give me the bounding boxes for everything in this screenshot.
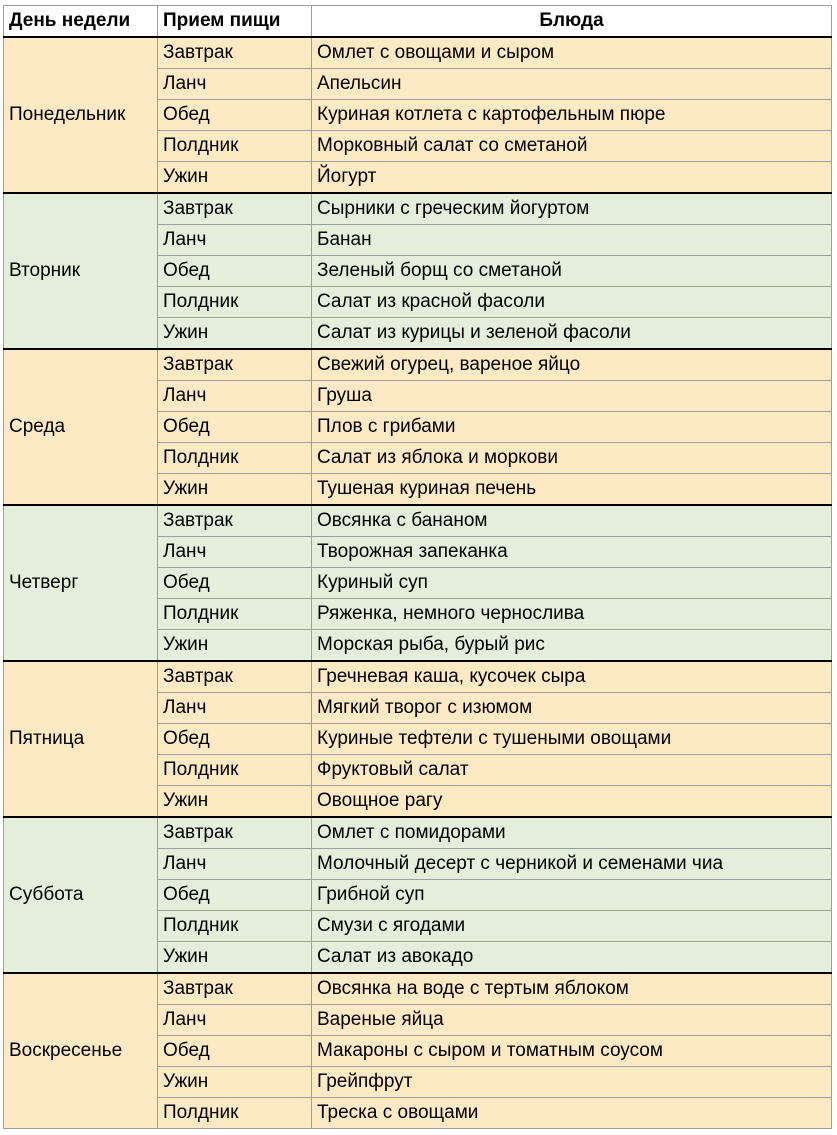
meal-cell: Завтрак	[158, 973, 312, 1005]
dish-cell: Вареные яйца	[312, 1005, 832, 1036]
dish-cell: Фруктовый салат	[312, 755, 832, 786]
meal-cell: Ужин	[158, 1067, 312, 1098]
day-cell: Вторник	[4, 193, 158, 349]
dish-cell: Смузи с ягодами	[312, 911, 832, 942]
dish-cell: Салат из курицы и зеленой фасоли	[312, 318, 832, 350]
meal-cell: Ланч	[158, 537, 312, 568]
meal-cell: Полдник	[158, 755, 312, 786]
table-row	[4, 817, 832, 849]
meal-cell: Завтрак	[158, 661, 312, 693]
meal-cell: Ланч	[158, 225, 312, 256]
meal-plan-table	[3, 5, 832, 1129]
dish-cell: Салат из красной фасоли	[312, 287, 832, 318]
meal-cell: Полдник	[158, 287, 312, 318]
meal-cell: Завтрак	[158, 817, 312, 849]
dish-cell: Йогурт	[312, 162, 832, 194]
meal-cell: Ланч	[158, 381, 312, 412]
meal-cell: Ланч	[158, 69, 312, 100]
day-cell: Среда	[4, 349, 158, 505]
meal-cell: Завтрак	[158, 505, 312, 537]
dish-cell: Салат из авокадо	[312, 942, 832, 974]
day-cell: Пятница	[4, 661, 158, 817]
dish-cell: Ряженка, немного чернослива	[312, 599, 832, 630]
dish-cell: Зеленый борщ со сметаной	[312, 256, 832, 287]
dish-cell: Плов с грибами	[312, 412, 832, 443]
dish-cell: Треска с овощами	[312, 1098, 832, 1129]
day-cell: Суббота	[4, 817, 158, 973]
meal-cell: Обед	[158, 1036, 312, 1067]
dish-cell: Гречневая каша, кусочек сыра	[312, 661, 832, 693]
meal-cell: Ланч	[158, 1005, 312, 1036]
dish-cell: Сырники с греческим йогуртом	[312, 193, 832, 225]
table-body	[4, 37, 832, 1129]
dish-cell: Свежий огурец, вареное яйцо	[312, 349, 832, 381]
dish-cell: Морская рыба, бурый рис	[312, 630, 832, 662]
meal-cell: Ужин	[158, 162, 312, 194]
dish-cell: Морковный салат со сметаной	[312, 131, 832, 162]
dish-cell: Макароны с сыром и томатным соусом	[312, 1036, 832, 1067]
meal-cell: Обед	[158, 724, 312, 755]
table-row	[4, 349, 832, 381]
dish-cell: Овощное рагу	[312, 786, 832, 818]
dish-cell: Мягкий творог с изюмом	[312, 693, 832, 724]
dish-cell: Омлет с овощами и сыром	[312, 37, 832, 69]
table-row	[4, 505, 832, 537]
meal-cell: Полдник	[158, 443, 312, 474]
meal-cell: Полдник	[158, 1098, 312, 1129]
meal-cell: Полдник	[158, 131, 312, 162]
dish-cell: Овсянка с бананом	[312, 505, 832, 537]
header-row	[4, 6, 832, 38]
dish-cell: Апельсин	[312, 69, 832, 100]
meal-cell: Завтрак	[158, 37, 312, 69]
header-day: День недели	[4, 6, 158, 38]
meal-cell: Ланч	[158, 849, 312, 880]
meal-cell: Обед	[158, 880, 312, 911]
meal-cell: Обед	[158, 412, 312, 443]
table-row	[4, 37, 832, 69]
dish-cell: Банан	[312, 225, 832, 256]
meal-cell: Ланч	[158, 693, 312, 724]
meal-cell: Завтрак	[158, 349, 312, 381]
table-row	[4, 973, 832, 1005]
meal-cell: Обед	[158, 256, 312, 287]
dish-cell: Грибной суп	[312, 880, 832, 911]
header-meal: Прием пищи	[158, 6, 312, 38]
day-cell: Четверг	[4, 505, 158, 661]
meal-cell: Обед	[158, 100, 312, 131]
dish-cell: Тушеная куриная печень	[312, 474, 832, 506]
dish-cell: Куриные тефтели с тушеными овощами	[312, 724, 832, 755]
meal-cell: Ужин	[158, 318, 312, 350]
meal-cell: Полдник	[158, 911, 312, 942]
dish-cell: Овсянка на воде с тертым яблоком	[312, 973, 832, 1005]
day-cell: Воскресенье	[4, 973, 158, 1129]
meal-cell: Полдник	[158, 599, 312, 630]
dish-cell: Куриный суп	[312, 568, 832, 599]
dish-cell: Куриная котлета с картофельным пюре	[312, 100, 832, 131]
dish-cell: Молочный десерт с черникой и семенами чиа	[312, 849, 832, 880]
meal-cell: Ужин	[158, 630, 312, 662]
meal-cell: Обед	[158, 568, 312, 599]
meal-cell: Ужин	[158, 786, 312, 818]
header-dish: Блюда	[312, 6, 832, 38]
meal-cell: Ужин	[158, 474, 312, 506]
table-row	[4, 661, 832, 693]
dish-cell: Груша	[312, 381, 832, 412]
table-row	[4, 193, 832, 225]
dish-cell: Омлет с помидорами	[312, 817, 832, 849]
meal-cell: Ужин	[158, 942, 312, 974]
dish-cell: Творожная запеканка	[312, 537, 832, 568]
dish-cell: Салат из яблока и моркови	[312, 443, 832, 474]
meal-cell: Завтрак	[158, 193, 312, 225]
day-cell: Понедельник	[4, 37, 158, 193]
dish-cell: Грейпфрут	[312, 1067, 832, 1098]
